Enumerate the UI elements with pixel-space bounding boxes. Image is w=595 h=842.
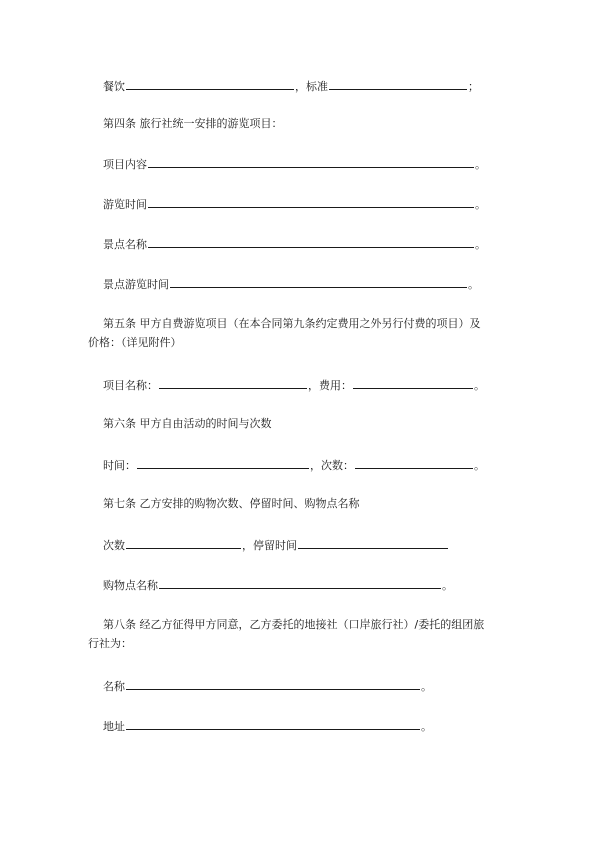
project-content-end: 。: [475, 158, 486, 171]
article-8-text: 第八条 经乙方征得甲方同意，乙方委托的地接社（口岸旅行社）/委托的组团旅: [103, 618, 485, 631]
spot-time-line: [103, 275, 479, 293]
shop-name-label: 购物点名称: [103, 579, 158, 592]
project-content-label: 项目内容: [103, 158, 147, 171]
item-end: 。: [474, 379, 485, 392]
article-8-continuation: 行社为：: [88, 637, 132, 650]
shop-name-end: 。: [442, 579, 453, 592]
spot-time-blank[interactable]: [170, 275, 467, 288]
project-content-line: [103, 155, 486, 173]
spot-time-end: 。: [468, 278, 479, 291]
spot-name-end: 。: [475, 238, 486, 251]
agency-address-line: [103, 717, 432, 735]
shopping-count-blank[interactable]: [126, 536, 241, 549]
article-5-text: 第五条 甲方自费游览项目（在本合同第九条约定费用之外另行付费的项目）及: [103, 317, 481, 330]
shop-name-line: [103, 576, 453, 594]
free-time-label: 时间：: [103, 459, 136, 472]
agency-address-blank[interactable]: [126, 717, 420, 730]
shop-name-blank[interactable]: [159, 576, 441, 589]
meal-standard-label: ，标准: [295, 80, 328, 93]
meal-blank[interactable]: [126, 77, 294, 90]
shopping-count-label: 次数: [103, 539, 125, 552]
meal-end: ；: [468, 80, 479, 93]
tour-time-line: [103, 195, 486, 213]
article-7-heading: 第七条 乙方安排的购物次数、停留时间、购物点名称: [103, 497, 360, 510]
agency-address-end: 。: [421, 720, 432, 733]
shopping-line: [103, 536, 449, 554]
meal-label: 餐饮: [103, 80, 125, 93]
item-fee-blank[interactable]: [353, 376, 473, 389]
meal-line: [103, 77, 479, 95]
article-5-continuation: 价格：（详见附件）: [88, 336, 182, 349]
article-5-heading: [88, 314, 503, 352]
spot-name-blank[interactable]: [148, 235, 474, 248]
article-4-heading: 第四条 旅行社统一安排的游览项目：: [103, 117, 283, 130]
tour-time-end: 。: [475, 198, 486, 211]
item-name-blank[interactable]: [159, 376, 307, 389]
stay-time-label: ，停留时间: [242, 539, 297, 552]
project-content-blank[interactable]: [148, 155, 474, 168]
agency-name-blank[interactable]: [126, 677, 420, 690]
agency-name-label: 名称: [103, 680, 125, 693]
spot-time-label: 景点游览时间: [103, 278, 169, 291]
tour-time-blank[interactable]: [148, 195, 474, 208]
article-6-heading: 第六条 甲方自由活动的时间与次数: [103, 417, 272, 430]
free-end: 。: [474, 459, 485, 472]
item-fee-label: ，费用：: [308, 379, 352, 392]
spot-name-line: [103, 235, 486, 253]
agency-name-end: 。: [421, 680, 432, 693]
free-count-label: ，次数：: [310, 459, 354, 472]
agency-address-label: 地址: [103, 720, 125, 733]
agency-name-line: [103, 677, 432, 695]
meal-standard-blank[interactable]: [329, 77, 467, 90]
free-time-blank[interactable]: [137, 456, 309, 469]
spot-name-label: 景点名称: [103, 238, 147, 251]
tour-time-label: 游览时间: [103, 198, 147, 211]
free-count-blank[interactable]: [355, 456, 473, 469]
self-pay-item-line: [103, 376, 485, 394]
article-8-heading: [88, 615, 503, 653]
item-name-label: 项目名称：: [103, 379, 158, 392]
free-activity-line: [103, 456, 485, 474]
stay-time-blank[interactable]: [298, 536, 448, 549]
